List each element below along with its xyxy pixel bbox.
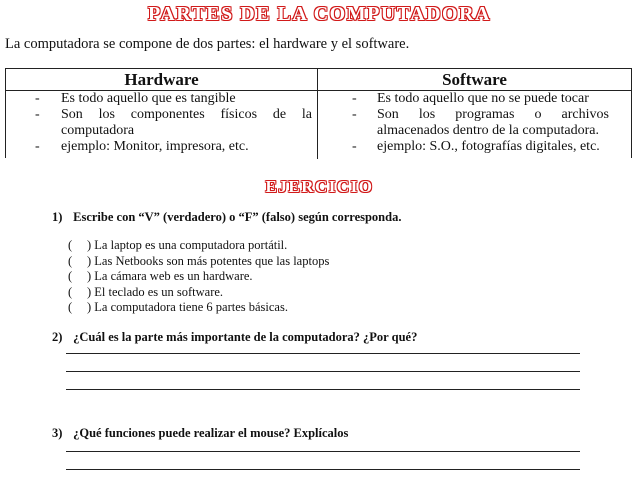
true-false-item — [68, 238, 329, 254]
answer-line[interactable] — [66, 469, 580, 470]
question-number: 2) — [52, 330, 63, 344]
question-2 — [52, 330, 417, 345]
statement-text: ) La cámara web es un hardware. — [87, 269, 253, 283]
answer-line[interactable] — [66, 371, 580, 372]
page-title: PARTES DE LA COMPUTADORA — [148, 3, 491, 25]
answer-line[interactable] — [66, 389, 580, 390]
software-column — [318, 69, 631, 159]
answer-line[interactable] — [66, 451, 580, 452]
question-number: 1) — [52, 210, 63, 224]
question-text: ¿Qué funciones puede realizar el mouse? Explícalos — [73, 426, 349, 440]
answer-box[interactable]: ( — [68, 253, 73, 268]
hardware-item: - Es todo aquello que es tangible — [6, 91, 317, 107]
software-item: - Es todo aquello que no se puede tocar — [318, 91, 631, 107]
hardware-list — [6, 91, 317, 155]
true-false-list — [68, 238, 329, 316]
comparison-table — [5, 68, 632, 158]
software-list — [318, 91, 631, 155]
statement-text: ) El teclado es un software. — [87, 284, 224, 299]
software-item: - Son los programas o archivos almacenados dentro de la computadora. — [318, 107, 631, 139]
statement-text: ) La computadora tiene 6 partes básicas. — [87, 300, 288, 314]
statement-text: ) La laptop es una computadora portátil. — [87, 238, 288, 252]
true-false-item — [68, 254, 329, 270]
question-3 — [52, 426, 348, 441]
hardware-item: - ejemplo: Monitor, impresora, etc. — [6, 139, 317, 155]
true-false-item — [68, 269, 329, 285]
answer-box[interactable]: ( — [68, 284, 73, 299]
answer-line[interactable] — [66, 353, 580, 354]
exercise-title: EJERCICIO — [265, 177, 374, 196]
intro-text: La computadora se compone de dos partes: el hardware y el software. — [5, 36, 410, 52]
software-heading: Software — [318, 69, 631, 91]
question-number: 3) — [52, 426, 63, 440]
question-text: Escribe con “V” (verdadero) o “F” (falso) según corresponda. — [73, 210, 402, 224]
statement-text: ) Las Netbooks son más potentes que las laptops — [87, 253, 330, 268]
answer-box[interactable]: ( — [68, 238, 73, 252]
question-text: ¿Cuál es la parte más importante de la computadora? ¿Por qué? — [73, 330, 418, 344]
question-1 — [52, 210, 401, 225]
answer-box[interactable]: ( — [68, 269, 73, 283]
hardware-heading: Hardware — [6, 69, 317, 91]
software-item: - ejemplo: S.O., fotografías digitales, etc. — [318, 139, 631, 155]
hardware-item: - Son los componentes físicos de la computadora — [6, 107, 317, 139]
true-false-item — [68, 285, 329, 301]
true-false-item — [68, 300, 329, 316]
answer-box[interactable]: ( — [68, 300, 73, 314]
hardware-column — [6, 69, 318, 159]
